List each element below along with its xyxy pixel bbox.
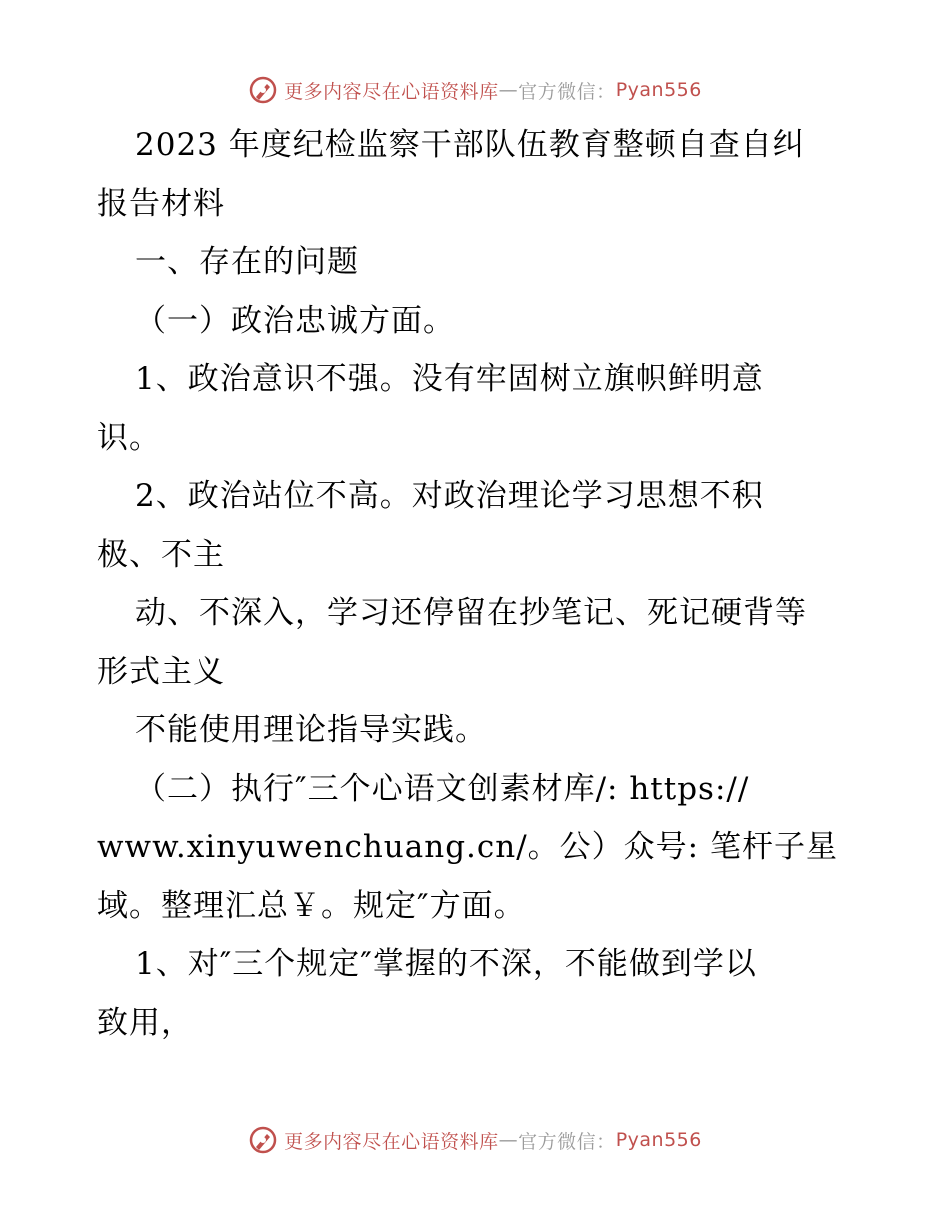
pen-logo-icon — [248, 1125, 278, 1155]
paragraph-line: 动、不深入，学习还停留在抄笔记、死记硬背等 — [135, 595, 807, 631]
subsection-heading-2: （二）执行″三个心语文创素材库/: https:// — [135, 770, 750, 807]
paragraph-line: 致用， — [97, 1004, 193, 1041]
section-heading: 一、存在的问题 — [135, 244, 359, 280]
paragraph-line: 不能使用理论指导实践。 — [135, 712, 487, 748]
paragraph-line: 形式主义 — [97, 653, 225, 690]
subsection-heading-1: （一）政治忠诚方面。 — [135, 302, 455, 339]
paragraph-line: 1、对″三个规定″掌握的不深，不能做到学以 — [135, 946, 757, 982]
watermark-slogan: 更多内容尽在心语资料库 — [284, 1130, 499, 1153]
watermark-dash: — — [498, 1129, 519, 1151]
watermark-slogan: 更多内容尽在心语资料库 — [284, 80, 499, 103]
watermark-wechat-label: 官方微信： — [518, 80, 616, 103]
paragraph-line: www.xinyuwenchuang.cn/。公）众号: 笔杆子星 — [97, 829, 838, 865]
paragraph-line: 2、政治站位不高。对政治理论学习思想不积 — [135, 478, 764, 514]
watermark-dash: — — [498, 79, 519, 101]
paragraph-line: 域。整理汇总￥。规定″方面。 — [97, 887, 526, 924]
paragraph-line: 识。 — [97, 419, 161, 456]
paragraph-line: 1、政治意识不强。没有牢固树立旗帜鲜明意 — [135, 361, 764, 397]
header-watermark-banner — [0, 70, 950, 110]
pen-logo-icon — [248, 75, 278, 105]
footer-watermark-banner — [0, 1120, 950, 1160]
watermark-wechat-label: 官方微信： — [518, 1130, 616, 1153]
watermark-wechat-id: Pyan556 — [615, 79, 702, 101]
document-body — [97, 116, 857, 1052]
document-title-line-2: 报告材料 — [97, 185, 225, 222]
watermark-wechat-id: Pyan556 — [615, 1129, 702, 1151]
document-title-line-1: 2023 年度纪检监察干部队伍教育整顿自查自纠 — [135, 127, 805, 163]
paragraph-line: 极、不主 — [97, 536, 225, 573]
